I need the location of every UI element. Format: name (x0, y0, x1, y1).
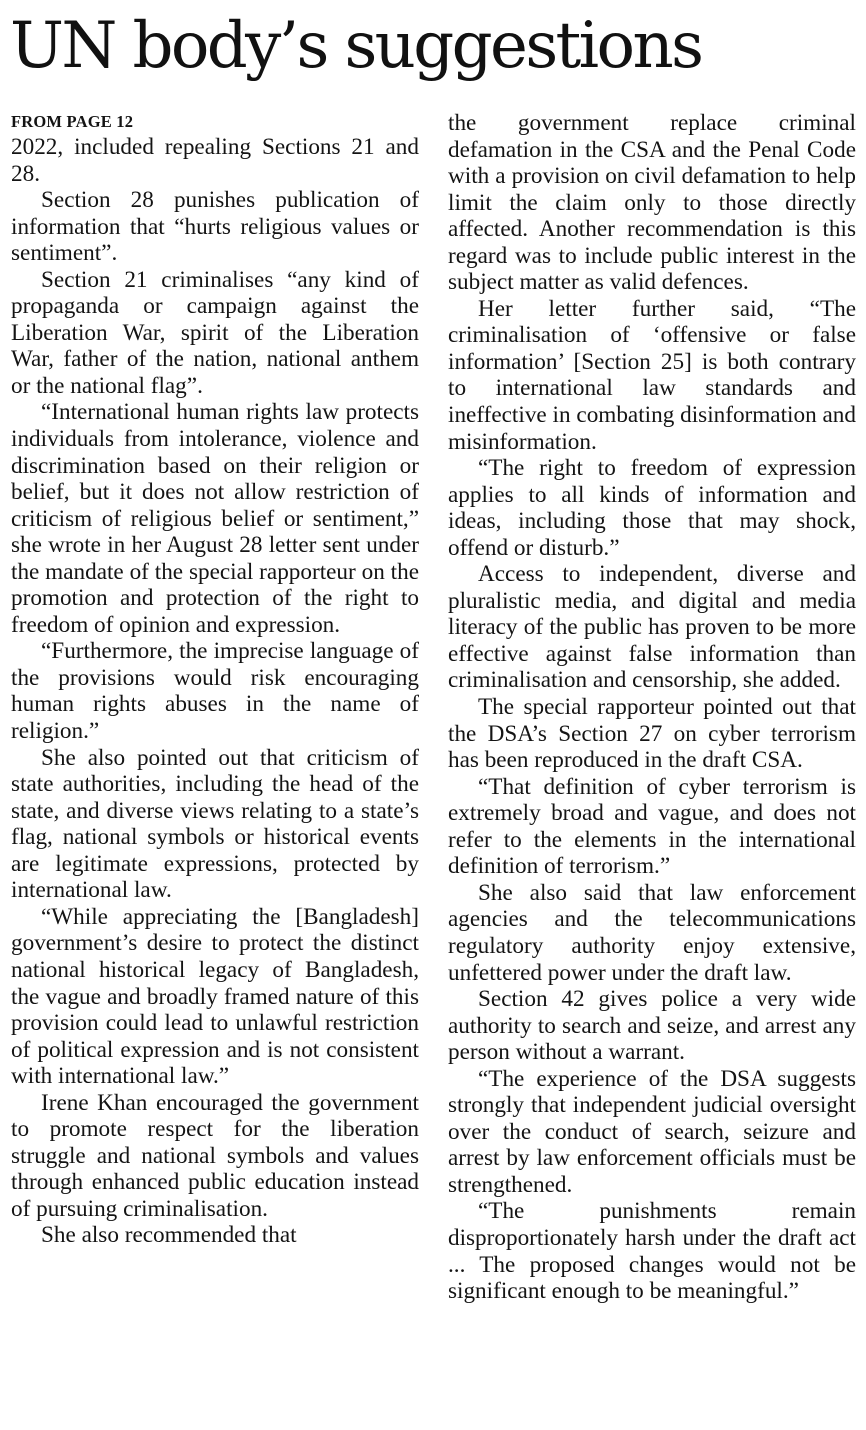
paragraph: Access to independent, diverse and pluralistic media, and digital and media literacy of the public has proven to be more effective against false information than criminalisation and censorship, she added. (448, 561, 856, 694)
paragraph: She also said that law enforcement agencies and the telecommunications regulatory authority enjoy extensive, unfettered power under the draft law. (448, 879, 856, 986)
article-column-left (11, 110, 419, 1249)
paragraph: Section 42 gives police a very wide authority to search and seize, and arrest any person without a warrant. (448, 986, 856, 1066)
paragraph: She also pointed out that criticism of state authorities, including the head of the state, and diverse views relating to a state’s flag, national symbols or historical events are legitimate expressions, protected by international law. (11, 744, 419, 904)
paragraph: “The punishments remain disproportionately harsh under the draft act ... The proposed changes would not be significant enough to be meaningful.” (448, 1198, 856, 1305)
paragraph: 2022, included repealing Sections 21 and 28. (11, 134, 419, 187)
paragraph: “The right to freedom of expression applies to all kinds of information and ideas, including those that may shock, offend or disturb.” (448, 455, 856, 561)
paragraph: Her letter further said, “The criminalisation of ‘offensive or false information’ [Section 25] is both contrary to international law standards and ineffective in combating disinformation and misinformation. (448, 295, 856, 455)
headline: UN body’s suggestions (10, 9, 702, 83)
paragraph: “Furthermore, the imprecise language of the provisions would risk encouraging human rights abuses in the name of religion.” (11, 638, 419, 745)
article-column-right (448, 110, 856, 1305)
paragraph: the government replace criminal defamation in the CSA and the Penal Code with a provision on civil defamation to help limit the claim only to those directly affected. Another recommendation is this regard was to include public interest in the subject matter as valid defences. (448, 110, 856, 296)
paragraph: She also recommended that (41, 1222, 297, 1249)
continuation-kicker: FROM PAGE 12 (11, 112, 134, 131)
paragraph: Section 28 punishes publication of information that “hurts religious values or sentiment”. (11, 187, 419, 267)
paragraph: “That definition of cyber terrorism is extremely broad and vague, and does not refer to the elements in the international definition of terrorism.” (448, 773, 856, 880)
paragraph: “International human rights law protects individuals from intolerance, violence and discrimination based on their religion or belief, but it does not allow restriction of criticism of religious belief or sentiment,” she wrote in her August 28 letter sent under the mandate of the special rapporteur on the promotion and protection of the right to freedom of opinion and expression. (11, 399, 419, 638)
paragraph: “While appreciating the [Bangladesh] government’s desire to protect the distinct national historical legacy of Bangladesh, the vague and broadly framed nature of this provision could lead to unlawful restriction of political expression and is not consistent with international law.” (11, 903, 419, 1090)
paragraph: The special rapporteur pointed out that the DSA’s Section 27 on cyber terrorism has been reproduced in the draft CSA. (448, 694, 856, 774)
paragraph: “The experience of the DSA suggests strongly that independent judicial oversight over the conduct of search, seizure and arrest by law enforcement officials must be strengthened. (448, 1065, 856, 1198)
paragraph: Irene Khan encouraged the government to promote respect for the liberation struggle and national symbols and values through enhanced public education instead of pursuing criminalisation. (11, 1089, 419, 1222)
paragraph: Section 21 criminalises “any kind of propaganda or campaign against the Liberation War, spirit of the Liberation War, father of the nation, national anthem or the national flag”. (11, 266, 419, 399)
